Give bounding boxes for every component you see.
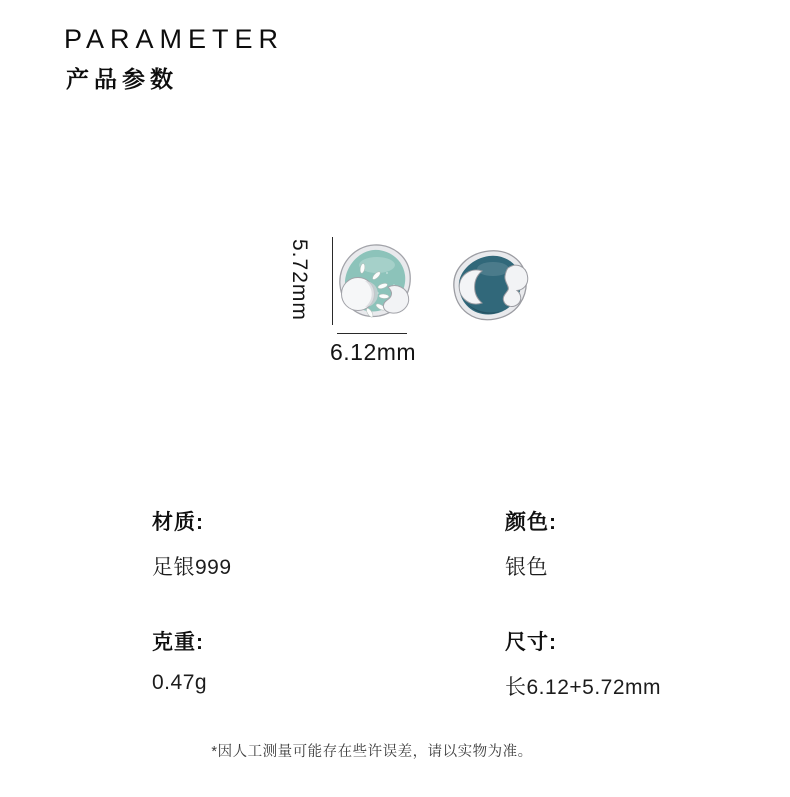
spec-weight-label: 克重: bbox=[152, 631, 204, 654]
disclaimer: *因人工测量可能存在些许误差，请以实物为准。 bbox=[211, 744, 533, 760]
spec-size bbox=[505, 626, 785, 701]
spec-material-value: 足银999 bbox=[152, 556, 232, 579]
spec-weight-value: 0.47g bbox=[152, 671, 208, 694]
earring-right-moon-stud bbox=[451, 249, 529, 322]
earring-left-sun-stud bbox=[337, 243, 413, 318]
spec-material bbox=[152, 506, 432, 581]
width-dimension-label: 6.12mm bbox=[330, 339, 417, 365]
spec-color-value: 银色 bbox=[505, 556, 548, 579]
spec-material-label: 材质: bbox=[152, 511, 204, 534]
height-dimension-line bbox=[332, 237, 333, 325]
spec-size-label: 尺寸: bbox=[505, 631, 557, 654]
enamel-highlight bbox=[477, 262, 509, 276]
width-dimension-line bbox=[337, 333, 407, 334]
spec-size-value: 长6.12+5.72mm bbox=[505, 676, 661, 699]
page-subtitle: 产品参数 bbox=[66, 66, 178, 92]
spec-weight bbox=[152, 626, 432, 695]
spec-color bbox=[505, 506, 785, 581]
spec-color-label: 颜色: bbox=[505, 511, 557, 534]
page-title: PARAMETER bbox=[64, 24, 285, 54]
height-dimension-label: 5.72mm bbox=[288, 239, 311, 321]
